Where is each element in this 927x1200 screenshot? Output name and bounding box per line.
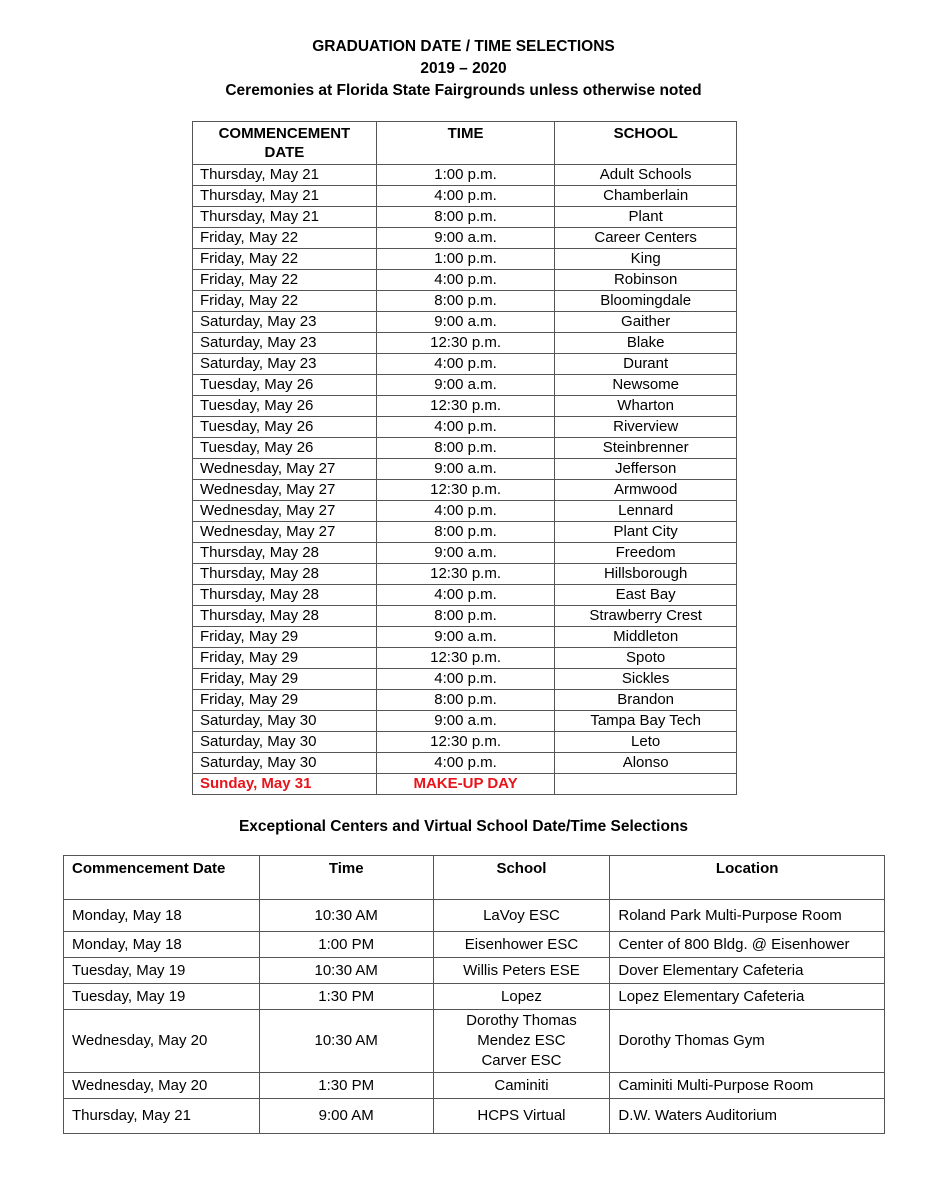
time-cell: 9:00 a.m. xyxy=(376,459,555,480)
table-row xyxy=(64,932,885,958)
school-name: Willis Peters ESE xyxy=(463,961,580,979)
table-row xyxy=(64,900,885,932)
time-cell: 4:00 p.m. xyxy=(376,186,555,207)
table-row xyxy=(193,249,737,270)
school-cell: Tampa Bay Tech xyxy=(555,711,737,732)
school-name: Caminiti xyxy=(494,1076,549,1094)
table-header-row xyxy=(193,122,737,165)
table-row xyxy=(193,585,737,606)
time-cell: 4:00 p.m. xyxy=(376,270,555,291)
date-cell: Friday, May 22 xyxy=(193,228,377,249)
date-cell: Tuesday, May 19 xyxy=(64,958,260,984)
date-cell: Wednesday, May 27 xyxy=(193,501,377,522)
school-cell: Middleton xyxy=(555,627,737,648)
school-cell: Riverview xyxy=(555,417,737,438)
school-cell: East Bay xyxy=(555,585,737,606)
school-cell xyxy=(433,984,610,1010)
time-cell: 8:00 p.m. xyxy=(376,207,555,228)
page-header xyxy=(0,36,927,102)
table-row xyxy=(64,958,885,984)
school-cell: Durant xyxy=(555,354,737,375)
school-cell: Plant City xyxy=(555,522,737,543)
school-cell: Adult Schools xyxy=(555,165,737,186)
time-cell: 1:30 PM xyxy=(259,984,433,1010)
time-cell: 9:00 a.m. xyxy=(376,228,555,249)
table-row xyxy=(193,228,737,249)
header-subtitle: Ceremonies at Florida State Fairgrounds unless otherwise noted xyxy=(225,82,702,99)
table-row xyxy=(193,333,737,354)
table-row xyxy=(193,186,737,207)
date-cell: Friday, May 29 xyxy=(193,690,377,711)
header-location: Location xyxy=(610,856,885,900)
school-name: LaVoy ESC xyxy=(483,906,560,924)
table-row xyxy=(193,438,737,459)
date-cell: Saturday, May 23 xyxy=(193,333,377,354)
school-cell: Brandon xyxy=(555,690,737,711)
table-row xyxy=(64,1099,885,1134)
table-row xyxy=(193,648,737,669)
date-cell: Tuesday, May 26 xyxy=(193,417,377,438)
time-cell: 8:00 p.m. xyxy=(376,522,555,543)
table-row xyxy=(193,291,737,312)
time-cell: 1:30 PM xyxy=(259,1073,433,1099)
date-cell: Friday, May 22 xyxy=(193,291,377,312)
school-cell: Chamberlain xyxy=(555,186,737,207)
school-cell: Armwood xyxy=(555,480,737,501)
table-row xyxy=(193,480,737,501)
school-cell: Career Centers xyxy=(555,228,737,249)
date-cell: Friday, May 29 xyxy=(193,648,377,669)
date-cell: Thursday, May 28 xyxy=(193,543,377,564)
time-cell: 4:00 p.m. xyxy=(376,585,555,606)
location-cell: Dorothy Thomas Gym xyxy=(610,1010,885,1073)
location-cell: D.W. Waters Auditorium xyxy=(610,1099,885,1134)
time-cell: 4:00 p.m. xyxy=(376,354,555,375)
header-school: School xyxy=(433,856,610,900)
table-row xyxy=(193,690,737,711)
date-cell: Tuesday, May 26 xyxy=(193,375,377,396)
time-cell: 8:00 p.m. xyxy=(376,438,555,459)
date-cell: Friday, May 29 xyxy=(193,627,377,648)
date-cell: Thursday, May 28 xyxy=(193,606,377,627)
school-cell: Strawberry Crest xyxy=(555,606,737,627)
exceptional-centers-table xyxy=(63,855,885,1134)
time-cell: 12:30 p.m. xyxy=(376,564,555,585)
school-cell xyxy=(433,1073,610,1099)
header-time: TIME xyxy=(376,122,555,165)
header-commencement-date xyxy=(193,122,377,165)
time-cell: 8:00 p.m. xyxy=(376,690,555,711)
date-cell: Thursday, May 21 xyxy=(193,165,377,186)
school-cell xyxy=(433,1010,610,1073)
date-cell: Thursday, May 28 xyxy=(193,585,377,606)
table-row xyxy=(193,711,737,732)
makeup-school xyxy=(555,774,737,795)
header-date-line1: COMMENCEMENT xyxy=(218,125,351,142)
school-name: Dorothy Thomas xyxy=(466,1012,577,1029)
time-cell: 9:00 a.m. xyxy=(376,375,555,396)
date-cell: Saturday, May 30 xyxy=(193,711,377,732)
date-cell: Thursday, May 21 xyxy=(64,1099,260,1134)
exceptional-section-title: Exceptional Centers and Virtual School Date/Time Selections xyxy=(238,818,689,835)
date-cell: Thursday, May 28 xyxy=(193,564,377,585)
time-cell: 9:00 a.m. xyxy=(376,312,555,333)
time-cell: 9:00 a.m. xyxy=(376,711,555,732)
table-row xyxy=(193,669,737,690)
date-cell: Wednesday, May 27 xyxy=(193,480,377,501)
school-cell: Alonso xyxy=(555,753,737,774)
date-cell: Wednesday, May 27 xyxy=(193,459,377,480)
location-cell: Center of 800 Bldg. @ Eisenhower xyxy=(610,932,885,958)
date-cell: Saturday, May 23 xyxy=(193,354,377,375)
time-cell: 4:00 p.m. xyxy=(376,669,555,690)
date-cell: Wednesday, May 20 xyxy=(64,1073,260,1099)
date-cell: Thursday, May 21 xyxy=(193,207,377,228)
table-row xyxy=(193,270,737,291)
date-cell: Thursday, May 21 xyxy=(193,186,377,207)
table-row xyxy=(193,543,737,564)
time-cell: 10:30 AM xyxy=(259,958,433,984)
table-row xyxy=(193,564,737,585)
table-row xyxy=(193,312,737,333)
table-row xyxy=(193,459,737,480)
header-date-line2: DATE xyxy=(264,144,305,161)
time-cell: 1:00 p.m. xyxy=(376,165,555,186)
school-cell: Leto xyxy=(555,732,737,753)
date-cell: Tuesday, May 19 xyxy=(64,984,260,1010)
date-cell: Friday, May 22 xyxy=(193,249,377,270)
header-time: Time xyxy=(259,856,433,900)
school-cell xyxy=(433,958,610,984)
school-cell xyxy=(433,1099,610,1134)
school-cell: Blake xyxy=(555,333,737,354)
school-cell: Plant xyxy=(555,207,737,228)
school-cell: Jefferson xyxy=(555,459,737,480)
makeup-day-row xyxy=(193,774,737,795)
date-cell: Friday, May 22 xyxy=(193,270,377,291)
table-header-row xyxy=(64,856,885,900)
time-cell: 8:00 p.m. xyxy=(376,291,555,312)
table-row xyxy=(193,522,737,543)
time-cell: 9:00 a.m. xyxy=(376,543,555,564)
makeup-date: Sunday, May 31 xyxy=(193,774,377,795)
table-row xyxy=(64,1010,885,1073)
time-cell: 12:30 p.m. xyxy=(376,396,555,417)
location-cell: Lopez Elementary Cafeteria xyxy=(610,984,885,1010)
time-cell: 8:00 p.m. xyxy=(376,606,555,627)
date-cell: Saturday, May 30 xyxy=(193,753,377,774)
date-cell: Saturday, May 30 xyxy=(193,732,377,753)
school-name: Lopez xyxy=(501,987,542,1005)
table-row xyxy=(193,732,737,753)
school-cell: Bloomingdale xyxy=(555,291,737,312)
header-commencement-date: Commencement Date xyxy=(64,856,260,900)
header-title: GRADUATION DATE / TIME SELECTIONS xyxy=(312,38,615,55)
date-cell: Monday, May 18 xyxy=(64,932,260,958)
table-row xyxy=(193,501,737,522)
date-cell: Wednesday, May 27 xyxy=(193,522,377,543)
school-cell: Wharton xyxy=(555,396,737,417)
time-cell: 1:00 p.m. xyxy=(376,249,555,270)
time-cell: 12:30 p.m. xyxy=(376,480,555,501)
table-row xyxy=(193,375,737,396)
school-name: Eisenhower ESC xyxy=(464,935,579,953)
time-cell: 12:30 p.m. xyxy=(376,732,555,753)
graduation-schedule-table xyxy=(192,121,737,795)
school-cell: Robinson xyxy=(555,270,737,291)
time-cell: 4:00 p.m. xyxy=(376,501,555,522)
school-name: HCPS Virtual xyxy=(477,1107,566,1124)
school-cell: Sickles xyxy=(555,669,737,690)
header-year: 2019 – 2020 xyxy=(420,60,507,77)
time-cell: 9:00 AM xyxy=(259,1099,433,1134)
school-cell: Spoto xyxy=(555,648,737,669)
table-row xyxy=(193,417,737,438)
school-cell: King xyxy=(555,249,737,270)
table-row xyxy=(193,207,737,228)
table-row xyxy=(64,984,885,1010)
location-cell: Dover Elementary Cafeteria xyxy=(610,958,885,984)
date-cell: Tuesday, May 26 xyxy=(193,438,377,459)
table-row xyxy=(193,396,737,417)
table-row xyxy=(193,753,737,774)
location-cell: Roland Park Multi-Purpose Room xyxy=(610,900,885,932)
school-cell: Gaither xyxy=(555,312,737,333)
time-cell: 10:30 AM xyxy=(259,900,433,932)
time-cell: 1:00 PM xyxy=(259,932,433,958)
time-cell: 10:30 AM xyxy=(259,1010,433,1073)
school-cell: Newsome xyxy=(555,375,737,396)
table-row xyxy=(193,627,737,648)
table-row xyxy=(64,1073,885,1099)
school-cell: Hillsborough xyxy=(555,564,737,585)
school-cell: Steinbrenner xyxy=(555,438,737,459)
time-cell: 4:00 p.m. xyxy=(376,417,555,438)
time-cell: 12:30 p.m. xyxy=(376,648,555,669)
table-row xyxy=(193,354,737,375)
header-school: SCHOOL xyxy=(555,122,737,165)
time-cell: 4:00 p.m. xyxy=(376,753,555,774)
table-row xyxy=(193,165,737,186)
school-cell xyxy=(433,932,610,958)
school-cell: Freedom xyxy=(555,543,737,564)
time-cell: 9:00 a.m. xyxy=(376,627,555,648)
date-cell: Friday, May 29 xyxy=(193,669,377,690)
school-cell xyxy=(433,900,610,932)
time-cell: 12:30 p.m. xyxy=(376,333,555,354)
school-name: Carver ESC xyxy=(481,1052,562,1069)
school-cell: Lennard xyxy=(555,501,737,522)
date-cell: Saturday, May 23 xyxy=(193,312,377,333)
date-cell: Wednesday, May 20 xyxy=(64,1010,260,1073)
makeup-label: MAKE-UP DAY xyxy=(376,774,555,795)
location-cell: Caminiti Multi-Purpose Room xyxy=(610,1073,885,1099)
school-name: Mendez ESC xyxy=(477,1032,566,1049)
date-cell: Monday, May 18 xyxy=(64,900,260,932)
table-row xyxy=(193,606,737,627)
date-cell: Tuesday, May 26 xyxy=(193,396,377,417)
